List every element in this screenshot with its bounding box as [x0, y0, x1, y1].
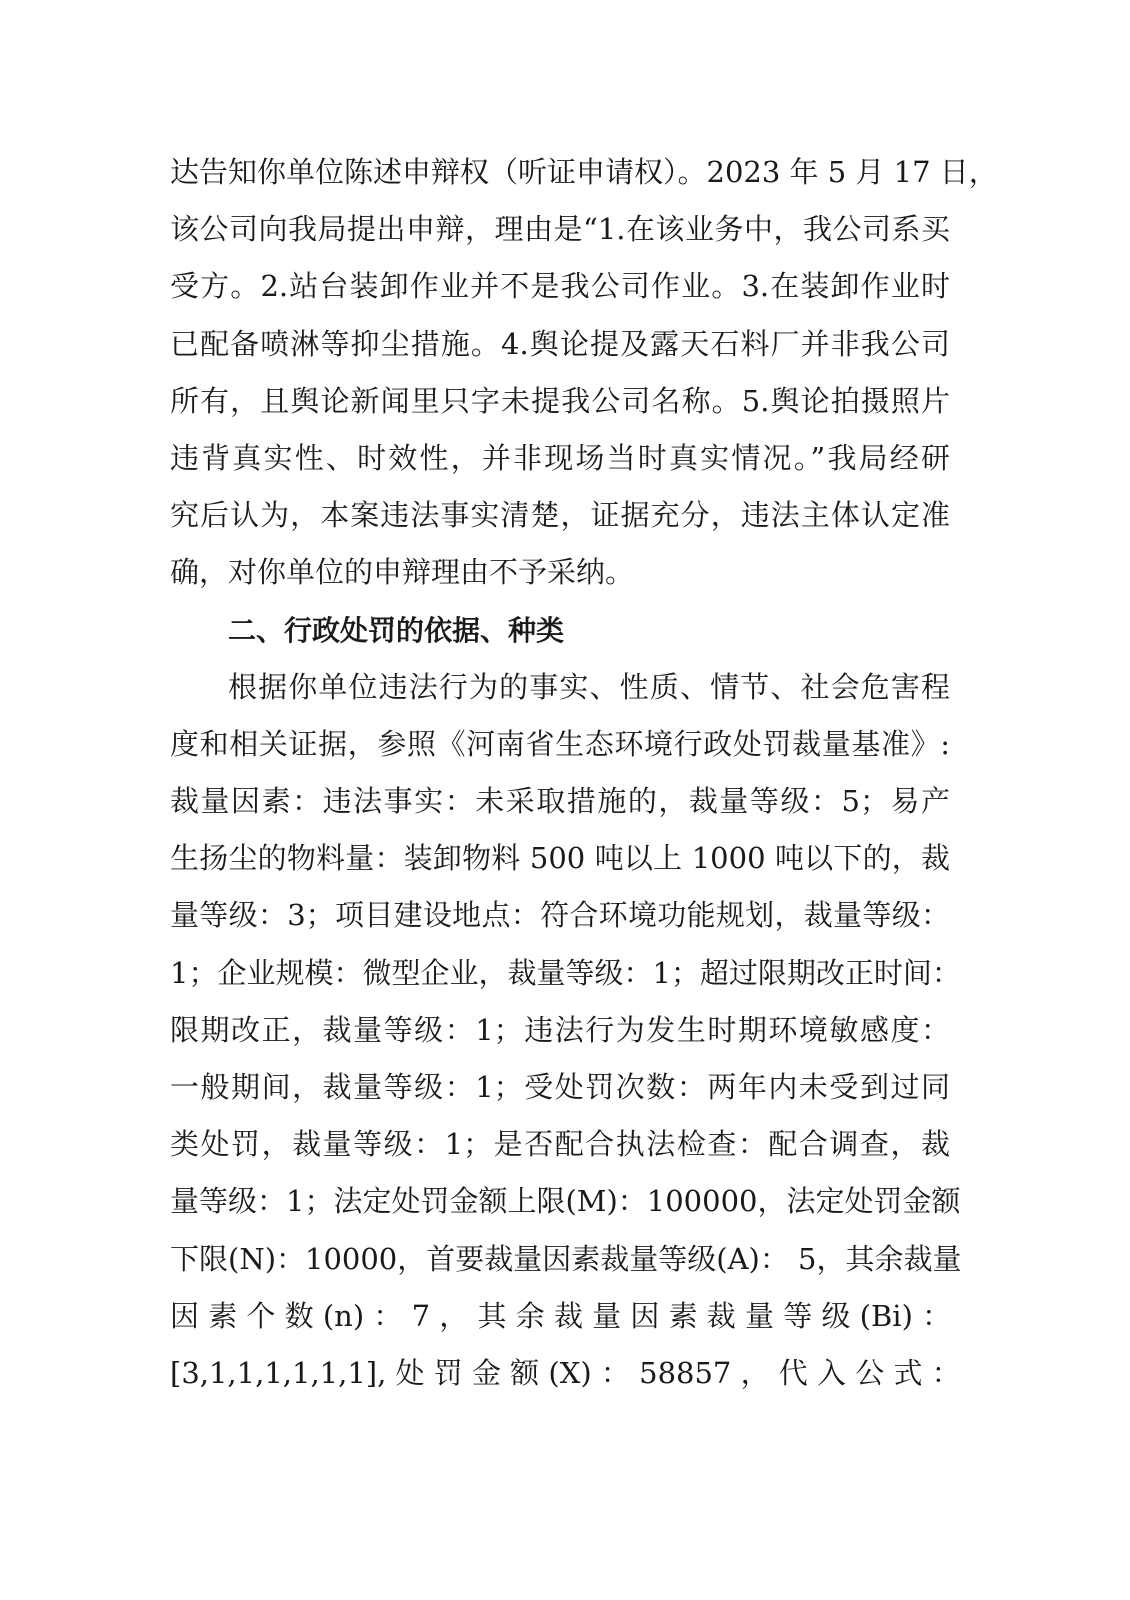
- text-line: 类处罚，裁量等级：1；是否配合执法检查：配合调查，裁: [170, 1127, 950, 1162]
- text-line: 所有，且舆论新闻里只字未提我公司名称。5.舆论拍摄照片: [170, 383, 950, 418]
- text-line: 究后认为，本案违法事实清楚，证据充分，违法主体认定准: [170, 498, 950, 533]
- paragraph-penalty-basis: [170, 659, 962, 1402]
- text-line: 因 素 个 数 (n) ： 7 ， 其 余 裁 量 因 素 裁 量 等 级 (Bi) ：: [170, 1298, 952, 1333]
- text-line: 限期改正，裁量等级：1；违法行为发生时期环境敏感度：: [170, 1012, 950, 1047]
- text-line: 一般期间，裁量等级：1；受处罚次数：两年内未受到过同: [170, 1070, 950, 1104]
- text-line: 量等级：3；项目建设地点：符合环境功能规划，裁量等级：: [170, 898, 950, 933]
- text-line: [3,1,1,1,1,1,1], 处 罚 金 额 (X) ： 58857 ， 代 入 公 式 ：: [170, 1355, 961, 1390]
- text-line: 违背真实性、时效性，并非现场当时真实情况。”我局经研: [170, 440, 950, 475]
- paragraph-statement-defense: [170, 144, 998, 602]
- text-line: 裁量因素：违法事实：未采取措施的，裁量等级：5；易产: [170, 784, 950, 819]
- text-line: 已配备喷淋等抑尘措施。4.舆论提及露天石料厂并非我公司: [170, 326, 950, 361]
- text-line: 下限(N)：10000，首要裁量因素裁量等级(A)： 5，其余裁量: [170, 1241, 962, 1276]
- text-line: 生扬尘的物料量：装卸物料 500 吨以上 1000 吨以下的，裁: [170, 841, 950, 876]
- text-line: 量等级：1；法定处罚金额上限(M)：100000，法定处罚金额: [170, 1184, 961, 1219]
- text-line: 1；企业规模：微型企业，裁量等级：1；超过限期改正时间：: [170, 955, 961, 990]
- text-line: 确，对你单位的申辩理由不予采纳。: [170, 555, 635, 590]
- text-line: 根据你单位违法行为的事实、性质、情节、社会危害程: [228, 669, 950, 704]
- document-body: [170, 144, 998, 1402]
- section-heading: 二、行政处罚的依据、种类: [228, 613, 565, 647]
- text-line: 受方。2.站台装卸作业并不是我公司作业。3.在装卸作业时: [170, 269, 950, 304]
- text-line: 度和相关证据，参照《河南省生态环境行政处罚裁量基准》:: [170, 726, 950, 761]
- text-line: 达告知你单位陈述申辩权（听证申请权）。2023 年 5 月 17 日，: [170, 155, 998, 189]
- text-line: 该公司向我局提出申辩，理由是“1.在该业务中，我公司系买: [170, 212, 950, 247]
